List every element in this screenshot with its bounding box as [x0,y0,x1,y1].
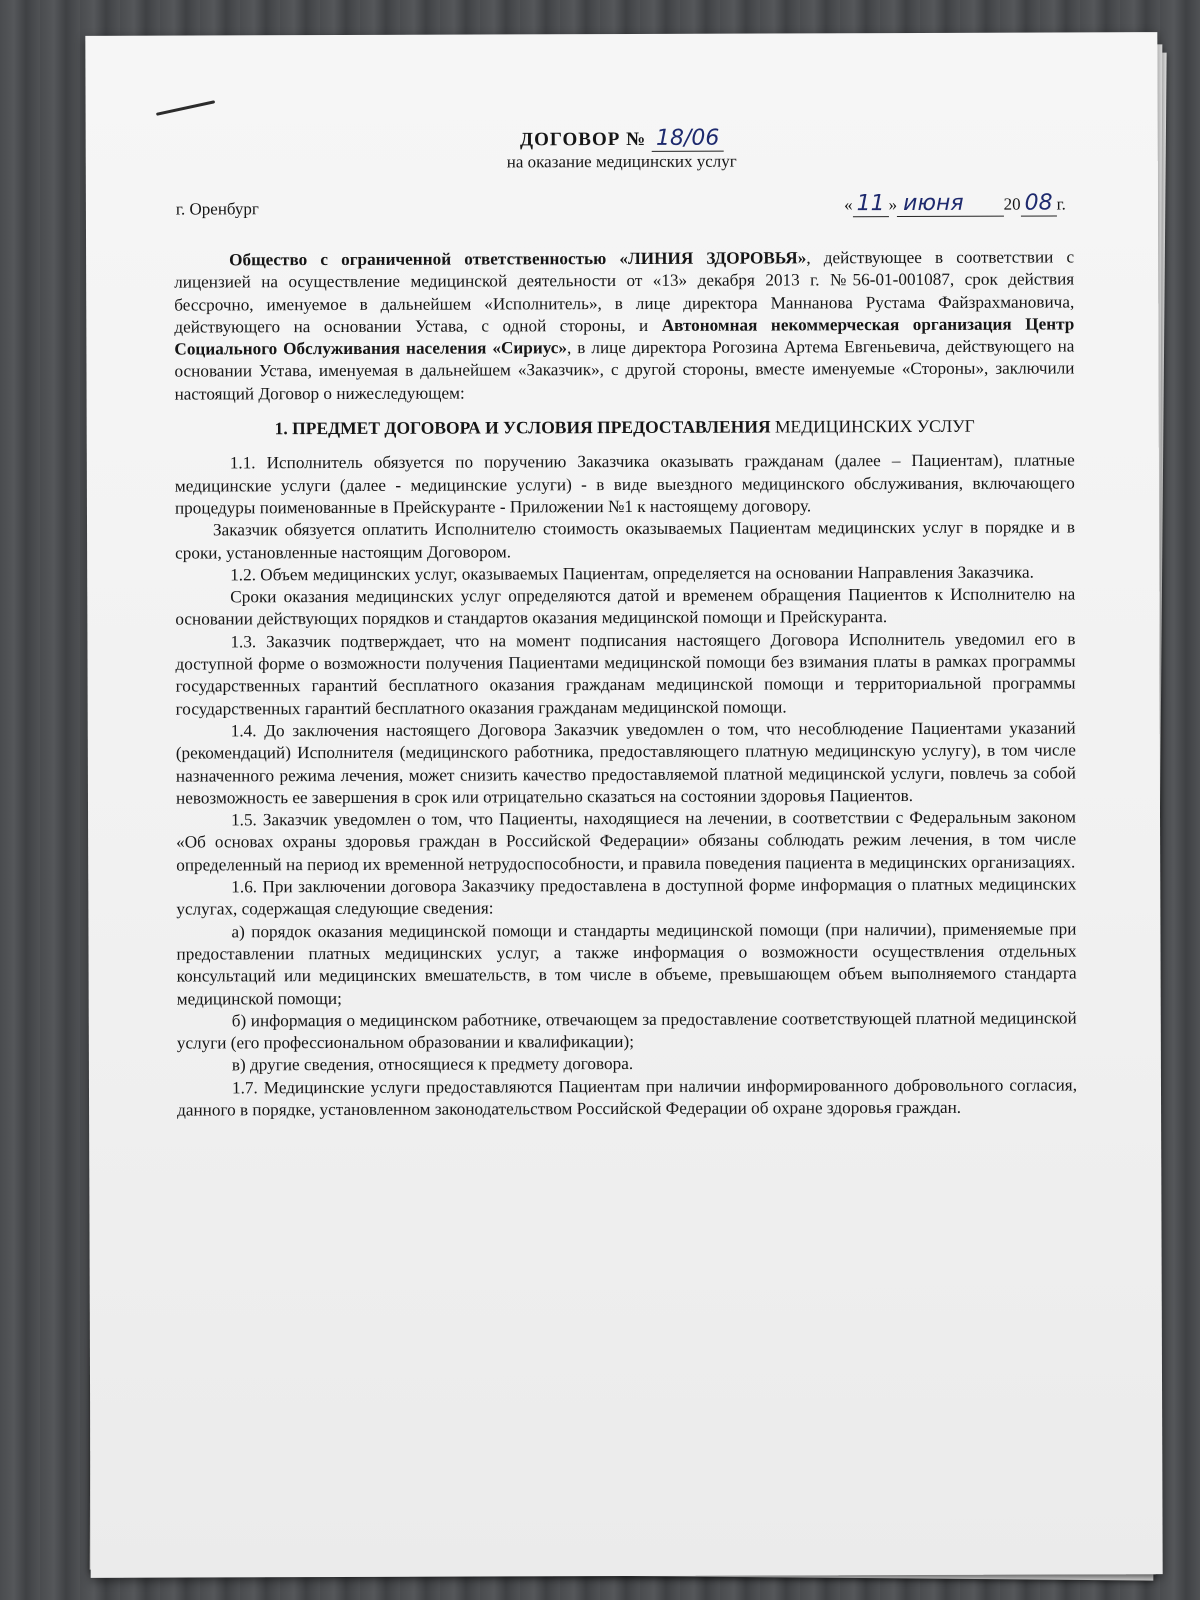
section-1-heading [175,415,1075,440]
preamble-text-2: , в лице директора Рогозина Артема Евгеньевича, действующего на основании Устава, именуемая в дальнейшем «Заказчик», с другой стороны, вместе именуемые «Стороны», заключили настоящий Договор о нижеследующем: [174,336,1075,404]
city: г. Оренбург [175,199,259,219]
clause-1-4: 1.4. До заключения настоящего Договора Заказчик уведомлен о том, что несоблюдение Пациентами указаний (рекомендаций) Исполнителя (медицинского работника, предоставляющего платную медицинскую услугу), в том числе назначенного режима лечения, может снизить качество предоставляемой платной медицинской услуги, повлечь за собой невозможность ее завершения в срок или отрицательно сказаться на состоянии здоровья Пациентов. [175,718,1076,808]
clause-1-1-payment: Заказчик обязуется оплатить Исполнителю стоимость оказываемых Пациентам медицинских услуг в порядке и в сроки, установленные настоящим Договором. [175,517,1076,563]
clause-1-5: 1.5. Заказчик уведомлен о том, что Пациенты, находящиеся на лечении, в соответствии с Федеральным законом «Об основах охраны здоровья граждан в Российской Федерации» обязаны соблюдать режим лечения, в том числе определенный на период их временной нетрудоспособности, и правила поведения пациента в медицинских организациях. [176,807,1077,875]
clause-1-2-terms: Сроки оказания медицинских услуг определяются датой и временем обращения Пациентов к Исполнителю на основании действующих порядков и стандартов оказания медицинской помощи и Прейскуранта. [175,584,1076,630]
section-1-heading-bold: 1. ПРЕДМЕТ ДОГОВОРА И УСЛОВИЯ ПРЕДОСТАВЛЕНИЯ [274,416,771,439]
date-day-handwritten: 11 [853,191,889,217]
clause-1-6-b: б) информация о медицинском работнике, отвечающем за предоставление соответствующей платной медицинской услуги (его профессиональном образовании и квалификации); [176,1008,1077,1053]
executor-org-name: Общество с ограниченной ответственностью «ЛИНИЯ ЗДОРОВЬЯ» [229,248,807,270]
preamble [174,246,1075,405]
section-1-heading-regular: МЕДИЦИНСКИХ УСЛУГ [770,415,975,437]
document-title [86,124,1158,153]
clause-1-6-c: в) другие сведения, относящиеся к предмету договора. [231,1054,634,1075]
date-month-handwritten: июня [897,191,1004,217]
clause-1-6: 1.6. При заключении договора Заказчику предоставлена в доступной форме информация о платных медицинских услугах, содержащая следующие сведения: [176,874,1077,919]
clause-1-3: 1.3. Заказчик подтверждает, что на момент подписания настоящего Договора Исполнитель уведомил его в доступной форме о возможности получения Пациентами медицинской помощи без взимания платы в рамках программы государственных гарантий бесплатного оказания гражданам медицинской помощи и территориальной программы государственных гарантий бесплатного оказания гражданам медицинской помощи. [175,629,1076,719]
document-subtitle: на оказание медицинских услуг [506,151,737,172]
document-page [85,32,1162,1578]
contract-body [174,246,1077,1121]
contract-date [844,190,1066,216]
date-year-handwritten: 08 [1021,190,1057,216]
clause-1-1: 1.1. Исполнитель обязуется по поручению Заказчика оказывать гражданам (далее – Пациентам), платные медицинские услуги (далее - медицинские услуги) - в виде выездного медицинского обслуживания, включающего процедуры поименованные в Прейскуранте - Приложении №1 к настоящему договору. [174,450,1075,518]
clause-1-6-a: а) порядок оказания медицинской помощи и стандарты медицинской помощи (при наличии), применяемые при предоставлении платных медицинских услуг, а также информация о возможности осуществления отдельных консультаций или медицинских вмешательств, в том числе в объеме, превышающем объем выполняемого стандарта медицинской помощи; [176,919,1077,1009]
date-year-prefix: 20 [1003,194,1021,214]
pen-mark [156,100,215,116]
title-prefix: ДОГОВОР № [519,128,647,151]
date-close-quote: » [888,195,898,215]
clause-1-2: 1.2. Объем медицинских услуг, оказываемых Пациентам, определяется на основании Направления Заказчика. [230,562,1034,585]
date-open-quote: « [844,195,853,215]
preamble-text-1: , действующее в соответствии с лицензией на осуществление медицинской деятельности от «13» декабря 2013 г. №56-01-001087, срок действия бессрочно, именуемое в дальнейшем «Исполнитель», в лице директора Маннанова Рустама Файзрахмановича, действующего на основании Устава, с одной стороны, и [174,247,1075,337]
customer-org-name: Автономная некоммерческая организация Центр Социального Обслуживания населения «Сириус» [174,314,1075,359]
contract-number-handwritten: 18/06 [652,126,723,152]
clause-1-7: 1.7. Медицинские услуги предоставляются Пациентам при наличии информированного добровольного согласия, данного в порядке, установленном законодательством Российской Федерации об охране здоровья граждан. [177,1075,1078,1120]
date-year-end: г. [1056,194,1066,214]
